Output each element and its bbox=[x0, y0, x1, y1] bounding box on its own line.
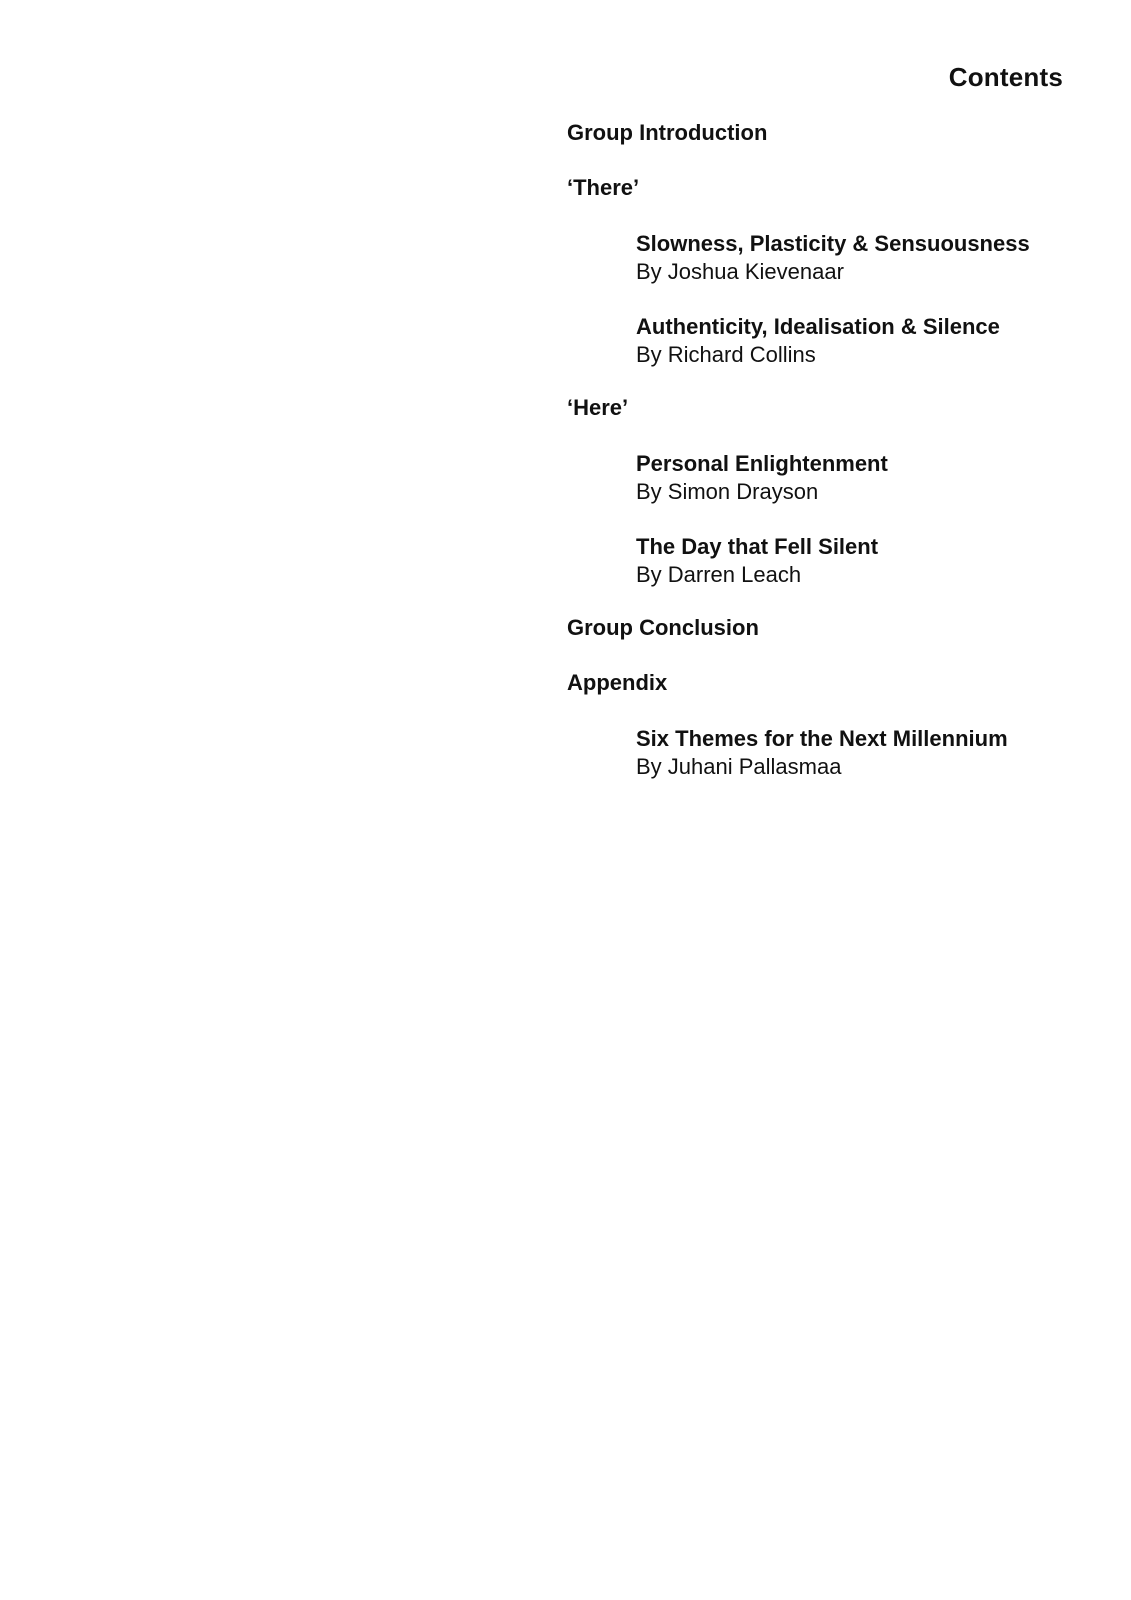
toc-section-appendix[interactable]: Appendix bbox=[567, 670, 668, 695]
toc-item[interactable] bbox=[636, 230, 1030, 286]
toc-item-author: By Simon Drayson bbox=[636, 479, 819, 504]
toc-item-author: By Joshua Kievenaar bbox=[636, 259, 844, 284]
page-title: Contents bbox=[948, 62, 1063, 92]
toc-section-there[interactable]: ‘There’ bbox=[567, 175, 640, 200]
toc-section-here[interactable]: ‘Here’ bbox=[567, 395, 629, 420]
toc-item-author: By Juhani Pallasmaa bbox=[636, 754, 842, 779]
toc-item[interactable] bbox=[636, 313, 1000, 369]
toc-section-group-conclusion[interactable]: Group Conclusion bbox=[567, 615, 759, 640]
toc-item-title: Slowness, Plasticity & Sensuousness bbox=[636, 231, 1030, 256]
toc-item[interactable] bbox=[636, 450, 888, 506]
toc-section-group-introduction[interactable]: Group Introduction bbox=[567, 120, 768, 145]
toc-item-title: Personal Enlightenment bbox=[636, 451, 888, 476]
toc-item-title: Authenticity, Idealisation & Silence bbox=[636, 314, 1000, 339]
toc-item-title: The Day that Fell Silent bbox=[636, 534, 879, 559]
toc-item-author: By Darren Leach bbox=[636, 562, 802, 587]
toc-item[interactable] bbox=[636, 533, 878, 589]
toc-item-author: By Richard Collins bbox=[636, 342, 816, 367]
toc-item-title: Six Themes for the Next Millennium bbox=[636, 726, 1008, 751]
toc-item[interactable] bbox=[636, 725, 1008, 781]
